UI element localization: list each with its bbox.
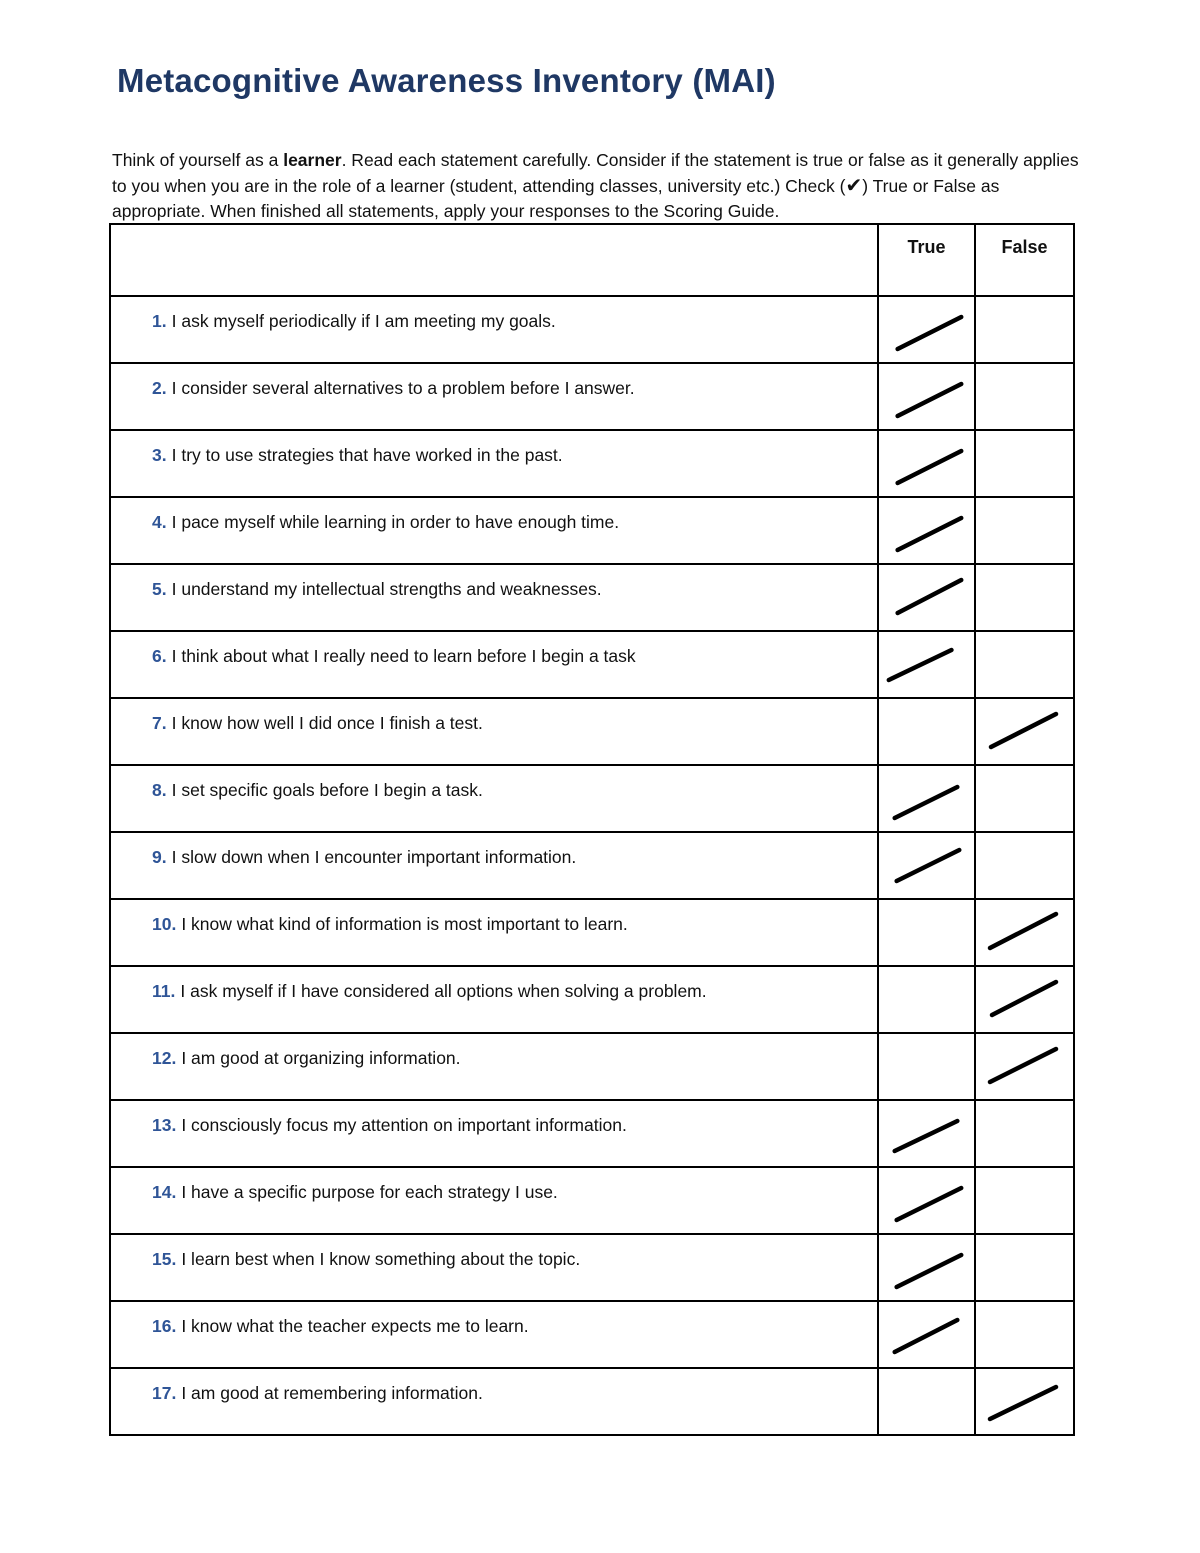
false-checkbox-cell[interactable] [975,899,1074,966]
statement-number: 14. [152,1182,177,1202]
statement-cell [110,765,878,832]
check-mark-icon [879,1168,974,1233]
statement-number: 15. [152,1249,177,1269]
statement-number: 11. [152,981,176,1001]
instructions-part-3: ) True or False as appropriate. When finished all statements, apply your responses to the Scoring Guide. [112,175,1000,221]
check-mark-icon [879,632,974,697]
check-stroke [898,518,962,550]
statement [111,1235,877,1270]
table-row [110,966,1074,1033]
statement [111,1302,877,1337]
false-checkbox-cell[interactable] [975,1033,1074,1100]
statement [111,1034,877,1069]
statement-text: I slow down when I encounter important information. [171,847,577,867]
instructions [112,148,1087,225]
check-stroke [990,1049,1056,1082]
false-checkbox-cell[interactable] [975,698,1074,765]
statement-number: 5. [152,579,167,599]
check-stroke [897,1188,962,1220]
check-mark-icon [976,1034,1073,1099]
statement [111,1168,877,1203]
statement-number: 4. [152,512,167,532]
statement-number: 9. [152,847,167,867]
check-stroke [897,1255,962,1287]
true-checkbox-cell[interactable] [878,296,975,363]
statement-text: I ask myself periodically if I am meeting my goals. [171,311,556,331]
statement-number: 6. [152,646,167,666]
statement-number: 16. [152,1316,177,1336]
true-checkbox-cell[interactable] [878,631,975,698]
statement-number: 3. [152,445,167,465]
statement-text: I try to use strategies that have worked in the past. [171,445,563,465]
table-row [110,1100,1074,1167]
inventory-table [109,223,1075,1436]
statement-cell [110,966,878,1033]
true-checkbox-cell[interactable] [878,966,975,1033]
false-checkbox-cell[interactable] [975,1100,1074,1167]
statement [111,833,877,868]
table-row [110,296,1074,363]
table-row [110,363,1074,430]
check-mark-icon [879,766,974,831]
check-mark-icon [976,1369,1073,1434]
check-mark-icon [879,364,974,429]
check-mark-icon [879,833,974,898]
false-checkbox-cell[interactable] [975,430,1074,497]
table-header-row [110,224,1074,296]
true-checkbox-cell[interactable] [878,1167,975,1234]
check-stroke [990,914,1056,948]
statement [111,431,877,466]
statement [111,766,877,801]
statement-text: I pace myself while learning in order to have enough time. [171,512,620,532]
table-row [110,832,1074,899]
check-mark-icon [879,1101,974,1166]
statement-number: 12. [152,1048,177,1068]
check-stroke [895,787,958,818]
check-stroke [992,982,1056,1015]
table-row [110,1301,1074,1368]
check-mark-icon [879,297,974,362]
false-checkbox-cell[interactable] [975,1234,1074,1301]
false-checkbox-cell[interactable] [975,1167,1074,1234]
statement-cell [110,296,878,363]
true-checkbox-cell[interactable] [878,899,975,966]
check-stroke [897,850,960,881]
statement-number: 2. [152,378,167,398]
false-checkbox-cell[interactable] [975,296,1074,363]
statement-text: I know what kind of information is most important to learn. [181,914,628,934]
true-checkbox-cell[interactable] [878,430,975,497]
header-false: False [975,224,1074,296]
false-checkbox-cell[interactable] [975,966,1074,1033]
statement-text: I am good at organizing information. [181,1048,461,1068]
statement-text: I know how well I did once I finish a test. [171,713,483,733]
table-row [110,698,1074,765]
check-stroke [895,1320,958,1352]
header-statement [110,224,878,296]
check-mark-icon [879,1302,974,1367]
check-mark-icon [976,967,1073,1032]
statement-text: I have a specific purpose for each strategy I use. [181,1182,558,1202]
true-checkbox-cell[interactable] [878,698,975,765]
check-mark-icon [879,431,974,496]
check-mark-icon [879,565,974,630]
statement-cell [110,1234,878,1301]
true-checkbox-cell[interactable] [878,1234,975,1301]
table-row [110,1167,1074,1234]
statement-cell [110,497,878,564]
statement [111,967,877,1002]
statement-number: 7. [152,713,167,733]
statement-cell [110,363,878,430]
table-row [110,1368,1074,1435]
true-checkbox-cell[interactable] [878,1033,975,1100]
check-stroke [990,1387,1056,1419]
check-mark-icon [976,699,1073,764]
statement-cell [110,1167,878,1234]
instructions-part-2: . Read each statement carefully. Consider if the statement is true or false as it generally applies to you when you are in the role of a learner (student, attending classes, university etc.) Check ( [112,150,1079,196]
statement-number: 10. [152,914,177,934]
statement-text: I learn best when I know something about the topic. [181,1249,581,1269]
check-stroke [991,714,1056,747]
statement-cell [110,564,878,631]
statement-number: 1. [152,311,167,331]
check-stroke [898,580,962,613]
check-mark-icon [879,1235,974,1300]
false-checkbox-cell[interactable] [975,564,1074,631]
statement [111,1369,877,1404]
checkmark-icon: ✔ [845,174,863,197]
check-mark-icon [879,498,974,563]
statement-text: I set specific goals before I begin a task. [171,780,483,800]
check-stroke [898,317,962,349]
table-row [110,1234,1074,1301]
statement-cell [110,1100,878,1167]
statement [111,565,877,600]
false-checkbox-cell[interactable] [975,765,1074,832]
check-stroke [895,1121,958,1151]
statement-text: I think about what I really need to learn before I begin a task [171,646,636,666]
statement-cell [110,1033,878,1100]
false-checkbox-cell[interactable] [975,1368,1074,1435]
table-row [110,430,1074,497]
false-checkbox-cell[interactable] [975,832,1074,899]
statement-number: 17. [152,1383,177,1403]
check-stroke [889,650,952,680]
table-row [110,497,1074,564]
check-stroke [898,384,962,416]
statement-cell [110,430,878,497]
header-true: True [878,224,975,296]
table-row [110,1033,1074,1100]
statement-text: I consciously focus my attention on important information. [181,1115,627,1135]
table-row [110,765,1074,832]
statement [111,632,877,667]
true-checkbox-cell[interactable] [878,497,975,564]
statement-cell [110,899,878,966]
statement [111,1101,877,1136]
false-checkbox-cell[interactable] [975,497,1074,564]
true-checkbox-cell[interactable] [878,564,975,631]
statement-cell [110,631,878,698]
table-row [110,631,1074,698]
statement-text: I am good at remembering information. [181,1383,483,1403]
statement-cell [110,1368,878,1435]
true-checkbox-cell[interactable] [878,765,975,832]
false-checkbox-cell[interactable] [975,1301,1074,1368]
table-row [110,564,1074,631]
statement [111,364,877,399]
statement-text: I ask myself if I have considered all options when solving a problem. [180,981,707,1001]
check-mark-icon [976,900,1073,965]
statement [111,900,877,935]
check-stroke [898,451,962,483]
table-row [110,899,1074,966]
statement-number: 8. [152,780,167,800]
true-checkbox-cell[interactable] [878,363,975,430]
statement-text: I understand my intellectual strengths and weaknesses. [171,579,602,599]
false-checkbox-cell[interactable] [975,631,1074,698]
statement-text: I consider several alternatives to a problem before I answer. [171,378,635,398]
statement-number: 13. [152,1115,177,1135]
true-checkbox-cell[interactable] [878,1100,975,1167]
statement [111,699,877,734]
instructions-bold-word: learner [283,150,342,170]
page-title: Metacognitive Awareness Inventory (MAI) [117,62,776,99]
statement-cell [110,832,878,899]
false-checkbox-cell[interactable] [975,363,1074,430]
true-checkbox-cell[interactable] [878,1368,975,1435]
statement [111,297,877,332]
instructions-part-1: Think of yourself as a [112,150,284,170]
true-checkbox-cell[interactable] [878,1301,975,1368]
statement-cell [110,698,878,765]
statement [111,498,877,533]
statement-text: I know what the teacher expects me to learn. [181,1316,529,1336]
true-checkbox-cell[interactable] [878,832,975,899]
statement-cell [110,1301,878,1368]
